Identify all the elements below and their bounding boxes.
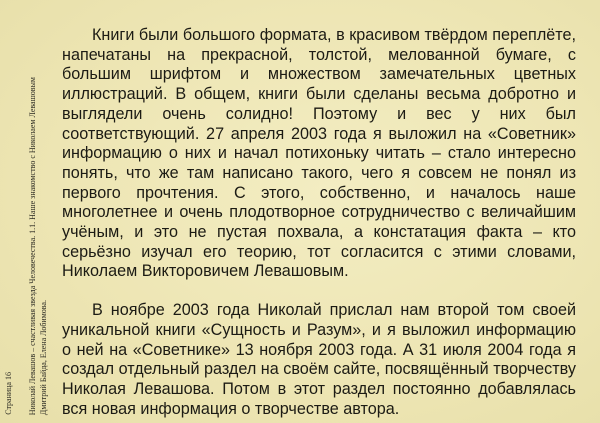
paragraph-1: Книги были большого формата, в красивом твёрдом переплёте, напечатаны на прекрасной, толстой, мелованной бумаге, с большим шрифтом и множеством замечательных цветных иллюстраций. В общем, книги были сделаны весьма добротно и выглядели очень солидно! Поэтому и вес у них был соответствующий. 27 апреля 2003 года я выложил на «Советник» информацию о них и начал потихоньку читать – стало интересно понять, что же там написано такого, чего я совсем не понял из первого прочтения. С этого, собственно, и началось наше многолетнее и очень плодотворное сотрудничество с величайшим учёным, и это не пустая похвала, а констатация факта – кто серьёзно изучал его теорию, тот согласится с этими словами, Николаем Викторовичем Левашовым.	[62, 26, 576, 281]
authors-line: Дмитрий Байда, Елена Лобимова.	[39, 299, 48, 415]
main-text	[62, 26, 576, 419]
paragraph-2: В ноябре 2003 года Николай прислал нам второй том своей уникальной книги «Сущность и Разум», и я выложил информацию о ней на «Советнике» 13 ноября 2003 года. А 31 июля 2004 года я создал отдельный раздел на своём сайте, посвящённый творчеству Николая Левашова. Потом в этот раздел постоянно добавлялась вся новая информация о творчестве автора.	[62, 301, 576, 418]
side-caption	[0, 0, 56, 423]
page-number-label: Страница 16	[4, 372, 13, 415]
running-title: Николай Левашов – счастливая звезда Человечества. 1.1. Наше знакомство с Николаем Левашовым	[28, 76, 37, 415]
